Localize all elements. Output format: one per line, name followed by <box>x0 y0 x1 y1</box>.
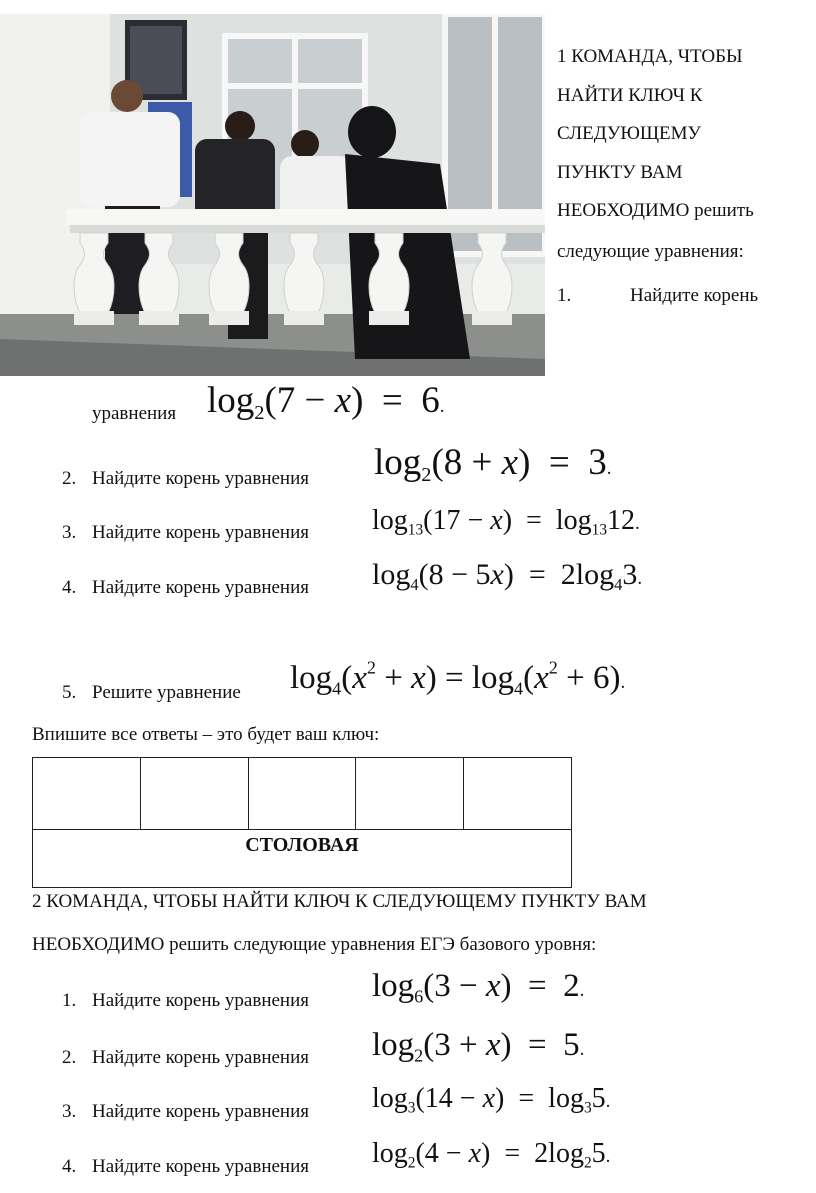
team1-item-1-continuation: уравнения <box>92 403 177 424</box>
equation-t1-4: $\log_4(8 - 5x) = 2\log_43$. <box>372 558 643 594</box>
equation-t1-2: $\log_2(8 + x) = 3$. <box>374 442 612 487</box>
equation-t2-3: $\log_3(14 - x) = \log_35$. <box>372 1083 611 1117</box>
team1-title-line-5: НЕОБХОДИМО решить <box>557 200 754 221</box>
answer-key-table <box>32 757 572 888</box>
team1-item-4-number: 4. <box>62 577 77 598</box>
equation-t2-1: $\log_6(3 - x) = 2$. <box>372 968 585 1007</box>
team2-item-3-number: 3. <box>62 1101 77 1122</box>
photo-students <box>0 14 545 376</box>
answer-cell-4[interactable] <box>356 758 464 830</box>
team1-title-line-4: ПУНКТУ ВАМ <box>557 162 683 183</box>
equation-t1-3: $\log_{13}(17 - x) = \log_{13}12$. <box>372 505 640 539</box>
team2-item-2-text: Найдите корень уравнения <box>92 1047 310 1068</box>
equation-t1-1: $\log_2(7 - x) = 6$. <box>207 380 445 425</box>
team2-item-1-text: Найдите корень уравнения <box>92 990 310 1011</box>
equation-t2-4: $\log_2(4 - x) = 2\log_25$. <box>372 1138 611 1172</box>
team2-title-line-2: НЕОБХОДИМО решить следующие уравнения ЕГЭ базового уровня: <box>32 934 597 955</box>
equation-t1-5: $\log_4(x^2 + x) = \log_4(x^2 + 6)$. <box>290 657 626 699</box>
equation-t2-2: $\log_2(3 + x) = 5$. <box>372 1027 585 1066</box>
team2-item-1-number: 1. <box>62 990 77 1011</box>
answer-cell-3[interactable] <box>248 758 356 830</box>
team1-item-3-number: 3. <box>62 522 77 543</box>
team1-item-5-text: Решите уравнение <box>92 682 241 703</box>
team2-title-line-1: 2 КОМАНДА, ЧТОБЫ НАЙТИ КЛЮЧ К СЛЕДУЮЩЕМУ ПУНКТУ ВАМ <box>32 891 647 912</box>
answer-cell-5[interactable] <box>464 758 572 830</box>
team2-item-3-text: Найдите корень уравнения <box>92 1101 310 1122</box>
team1-title-line-2: НАЙТИ КЛЮЧ К <box>557 85 703 106</box>
team1-item-2-number: 2. <box>62 468 77 489</box>
team2-item-4-number: 4. <box>62 1156 77 1177</box>
team1-item-1-text: Найдите корень <box>630 285 759 306</box>
team1-title-line-1: 1 КОМАНДА, ЧТОБЫ <box>557 46 743 67</box>
team1-title-line-6: следующие уравнения: <box>557 241 744 262</box>
team1-title-line-3: СЛЕДУЮЩЕМУ <box>557 123 701 144</box>
team1-item-4-text: Найдите корень уравнения <box>92 577 310 598</box>
key-footer-label: СТОЛОВАЯ <box>33 830 572 888</box>
team1-item-1-number: 1. <box>557 285 572 306</box>
team2-item-2-number: 2. <box>62 1047 77 1068</box>
answer-cell-2[interactable] <box>140 758 248 830</box>
answer-cell-1[interactable] <box>33 758 141 830</box>
team1-item-3-text: Найдите корень уравнения <box>92 522 310 543</box>
team1-item-2-text: Найдите корень уравнения <box>92 468 310 489</box>
answer-prompt: Впишите все ответы – это будет ваш ключ: <box>32 724 380 745</box>
team2-item-4-text: Найдите корень уравнения <box>92 1156 310 1177</box>
team1-item-5-number: 5. <box>62 682 77 703</box>
